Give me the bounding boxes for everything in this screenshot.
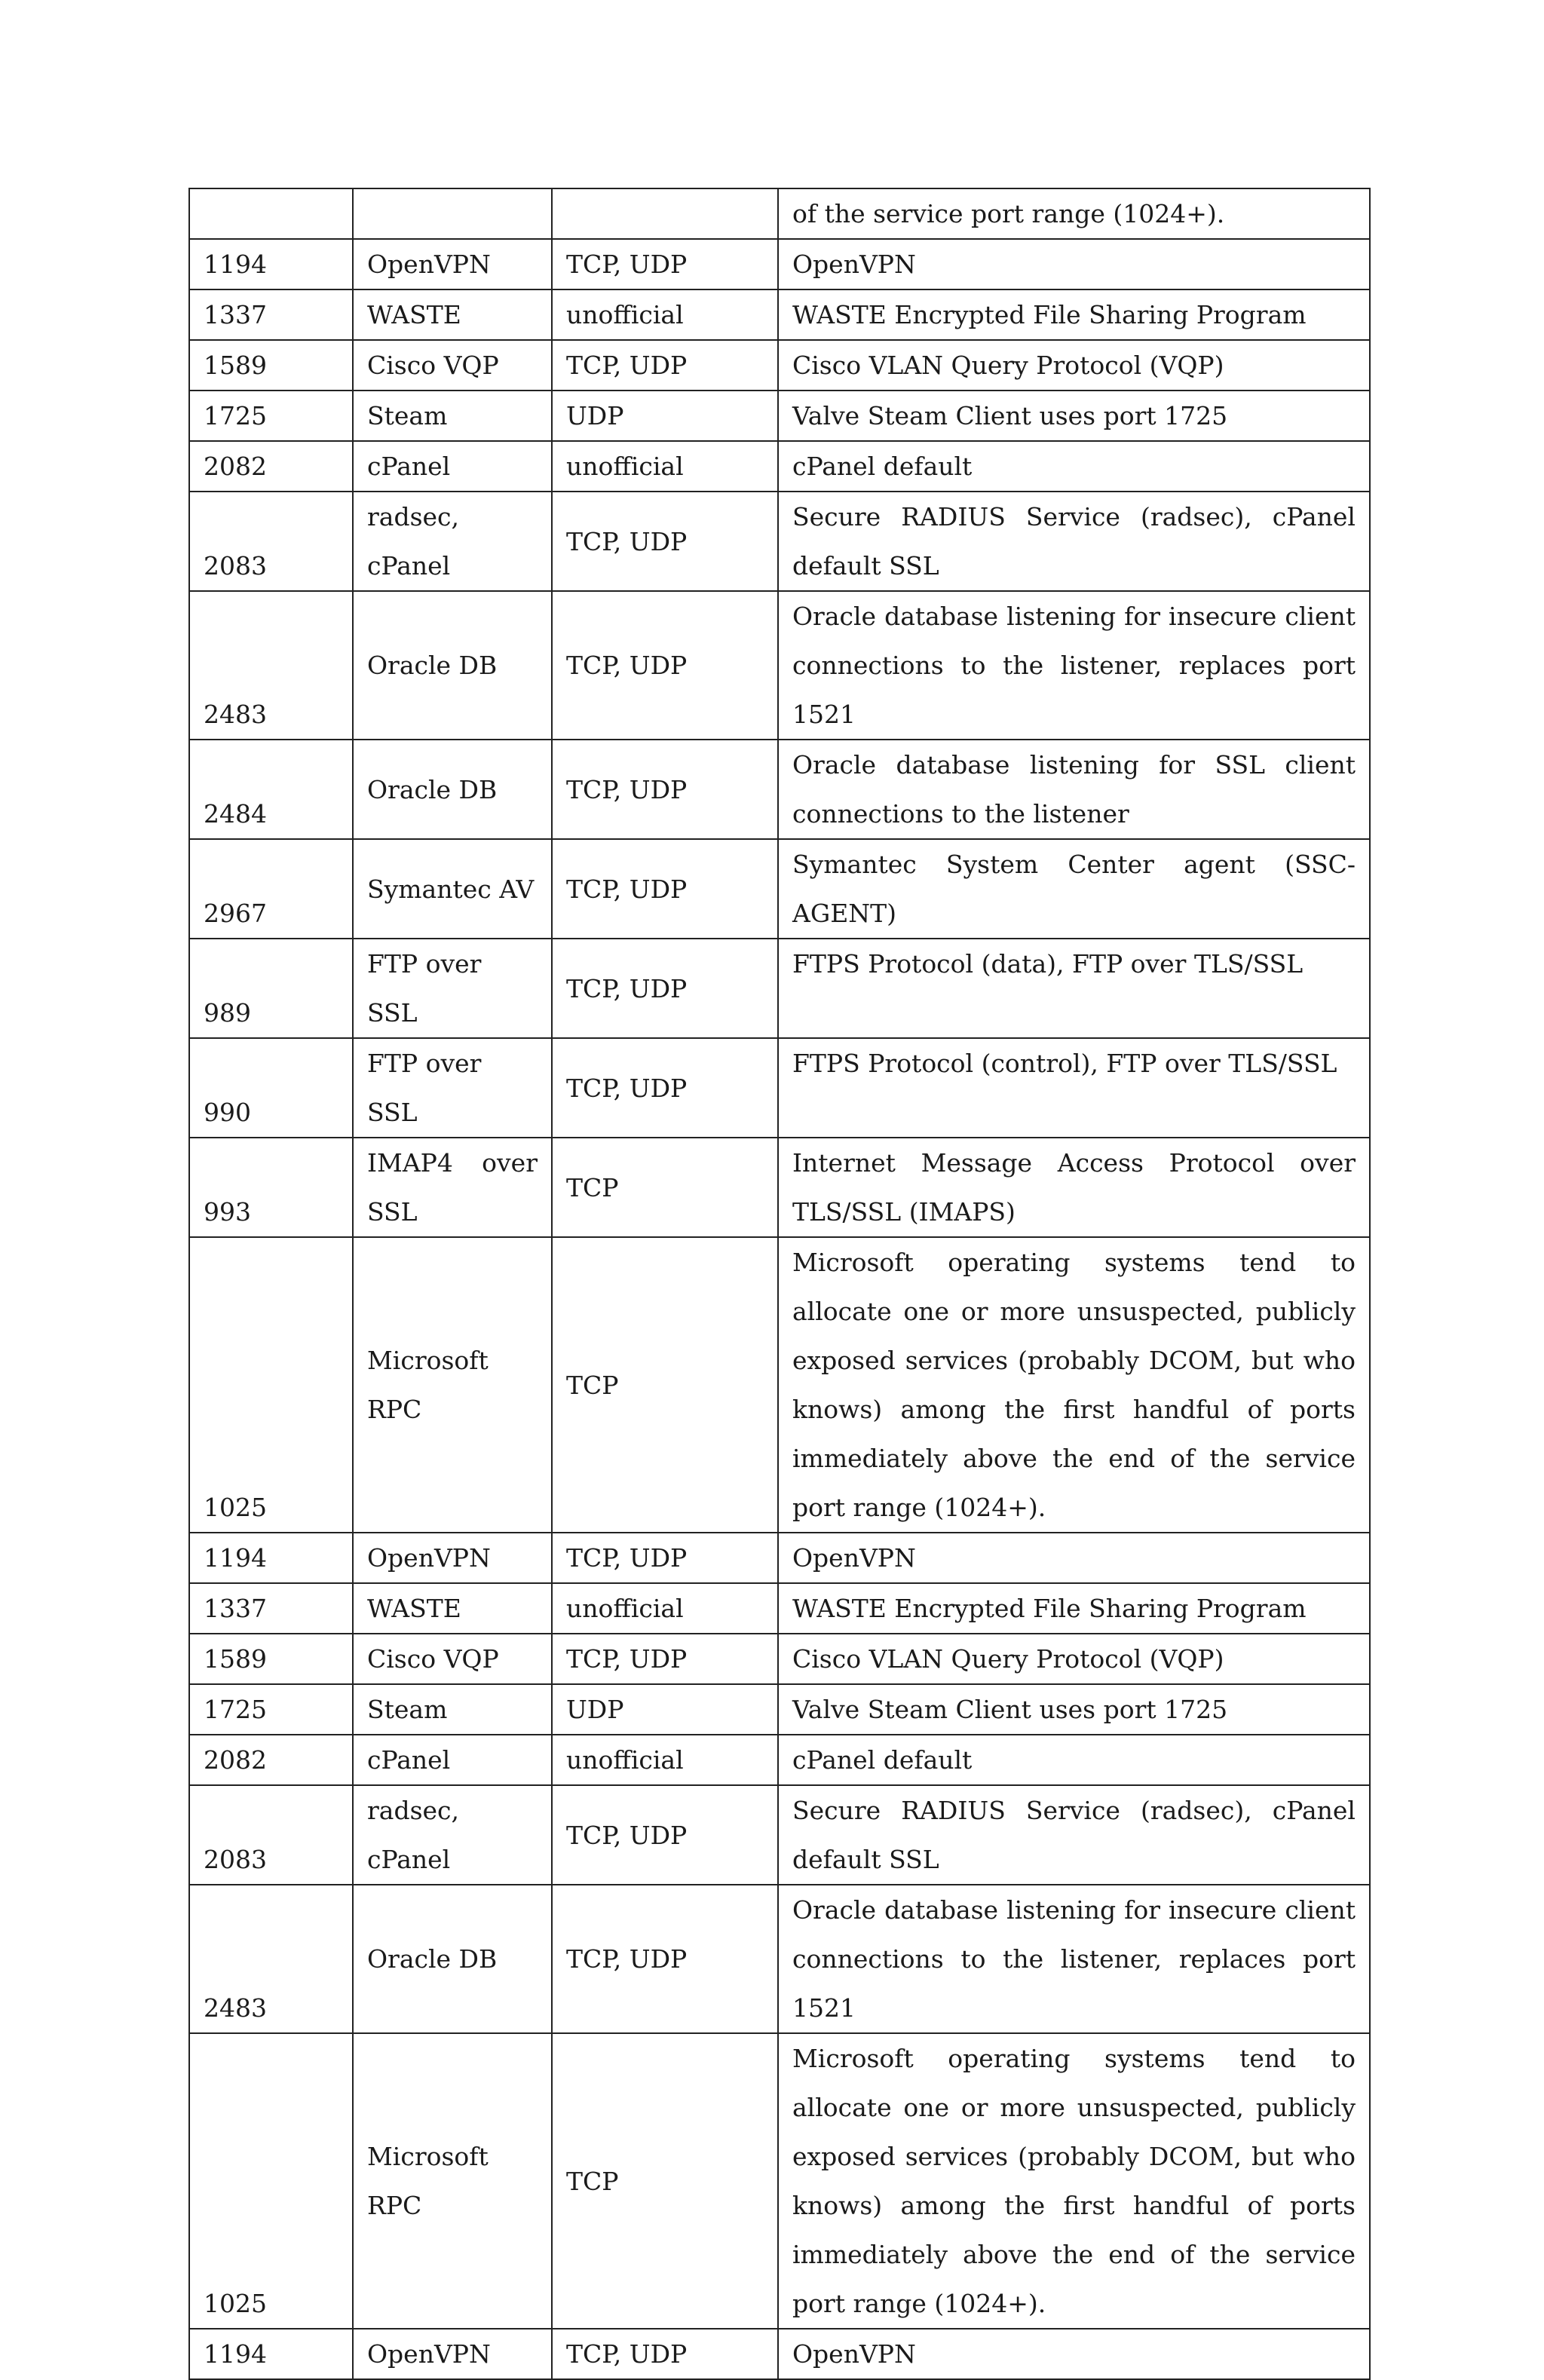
description-cell-text: Cisco VLAN Query Protocol (VQP) [792,351,1224,380]
table-row [189,1237,1370,1533]
port-cell-text: 2483 [204,1993,267,2023]
protocol-cell [552,1634,778,1684]
protocol-cell [552,1583,778,1634]
description-cell-text: Oracle database listening for insecure client connections to the listener, replaces port 1521 [792,1895,1356,2023]
protocol-cell [552,1038,778,1138]
service-cell-text: WASTE [367,1594,461,1623]
description-cell-text: WASTE Encrypted File Sharing Program [792,300,1307,329]
description-cell [778,289,1370,340]
protocol-cell-text: TCP [566,2166,619,2196]
protocol-cell-text: UDP [566,401,624,430]
service-cell-text: Symantec AV [367,874,535,904]
protocol-cell-text: TCP [566,1172,619,1202]
table-row [189,340,1370,391]
table-row [189,1138,1370,1237]
description-cell [778,591,1370,740]
service-cell-text: OpenVPN [367,2339,491,2369]
description-cell-text: Oracle database listening for insecure client connections to the listener, replaces port 1521 [792,602,1356,729]
port-cell [189,188,353,239]
port-cell-text: 1194 [204,250,267,279]
protocol-cell [552,1785,778,1885]
service-cell [353,289,552,340]
service-cell-text: Microsoft RPC [367,2142,489,2220]
protocol-cell [552,1237,778,1533]
protocol-cell-text: TCP, UDP [566,1073,688,1103]
protocol-cell [552,839,778,939]
protocol-cell [552,1138,778,1237]
port-cell [189,839,353,939]
service-cell [353,1533,552,1583]
service-cell [353,591,552,740]
service-cell-text: Steam [367,1695,448,1724]
protocol-cell-text: TCP, UDP [566,526,688,556]
port-cell-text: 993 [204,1197,251,1227]
service-cell-text: FTP over SSL [367,1049,482,1127]
port-cell-text: 1337 [204,1594,267,1623]
protocol-cell [552,1533,778,1583]
protocol-cell-text: TCP, UDP [566,973,688,1003]
description-cell [778,1138,1370,1237]
service-cell-text: Oracle DB [367,1944,498,1974]
table-row [189,441,1370,492]
description-cell-text: FTPS Protocol (control), FTP over TLS/SSL [792,1049,1337,1078]
port-cell [189,391,353,441]
port-cell [189,740,353,839]
description-cell-text: Secure RADIUS Service (radsec), cPanel default SSL [792,1796,1356,1874]
port-cell [189,340,353,391]
protocol-cell-text: unofficial [566,1745,684,1775]
service-cell-text: Oracle DB [367,774,498,804]
service-cell [353,939,552,1038]
table-row [189,188,1370,239]
description-cell [778,1038,1370,1138]
service-cell [353,391,552,441]
service-cell-text: Microsoft RPC [367,1346,489,1424]
protocol-cell [552,340,778,391]
protocol-cell [552,1735,778,1785]
description-cell-text: cPanel default [792,1745,973,1775]
table-row [189,1885,1370,2033]
description-cell [778,391,1370,441]
port-cell [189,492,353,591]
table-row [189,839,1370,939]
protocol-cell-text: TCP [566,1370,619,1400]
table-row [189,939,1370,1038]
table-row [189,1684,1370,1735]
description-cell [778,188,1370,239]
service-cell [353,839,552,939]
description-cell [778,939,1370,1038]
service-cell [353,188,552,239]
port-cell-text: 2484 [204,799,267,829]
port-table [188,188,1371,2380]
service-cell [353,1634,552,1684]
service-cell-text: FTP over SSL [367,949,482,1028]
description-cell [778,492,1370,591]
service-cell-text: cPanel [367,1745,451,1775]
description-cell [778,1735,1370,1785]
port-cell [189,289,353,340]
service-cell-text: Steam [367,401,448,430]
description-cell-text: of the service port range (1024+). [792,199,1225,228]
protocol-cell-text: unofficial [566,300,684,329]
protocol-cell [552,591,778,740]
description-cell-text: Oracle database listening for SSL client connections to the listener [792,750,1356,829]
service-cell [353,1583,552,1634]
protocol-cell [552,188,778,239]
table-row [189,1583,1370,1634]
table-row [189,740,1370,839]
description-cell-text: OpenVPN [792,2339,916,2369]
service-cell [353,239,552,289]
service-cell-text: radsec, cPanel [367,1796,460,1874]
service-cell [353,1684,552,1735]
description-cell [778,340,1370,391]
protocol-cell-text: TCP, UDP [566,351,688,380]
protocol-cell-text: TCP, UDP [566,1820,688,1850]
service-cell [353,340,552,391]
description-cell [778,2033,1370,2329]
protocol-cell-text: TCP, UDP [566,651,688,680]
protocol-cell-text: TCP, UDP [566,1644,688,1674]
port-cell-text: 2967 [204,899,267,928]
description-cell-text: OpenVPN [792,250,916,279]
port-cell-text: 1337 [204,300,267,329]
port-cell-text: 1589 [204,1644,267,1674]
port-cell-text: 1725 [204,401,267,430]
description-cell-text: Cisco VLAN Query Protocol (VQP) [792,1644,1224,1674]
port-cell-text: 2083 [204,1845,267,1874]
service-cell-text: Cisco VQP [367,1644,499,1674]
table-row [189,1533,1370,1583]
service-cell [353,1735,552,1785]
description-cell [778,839,1370,939]
port-cell-text: 2083 [204,551,267,580]
table-row [189,391,1370,441]
description-cell-text: Secure RADIUS Service (radsec), cPanel default SSL [792,502,1356,580]
description-cell-text: Microsoft operating systems tend to allocate one or more unsuspected, publicly exposed services (probably DCOM, but who knows) among the first handful of ports immediately above the end of the service port range (1024+). [792,1248,1356,1522]
port-cell [189,239,353,289]
protocol-cell-text: TCP, UDP [566,1543,688,1573]
protocol-cell-text: TCP, UDP [566,2339,688,2369]
service-cell [353,492,552,591]
protocol-cell [552,239,778,289]
service-cell [353,1237,552,1533]
port-cell-text: 989 [204,998,251,1028]
table-row [189,1785,1370,1885]
port-cell [189,2033,353,2329]
port-cell-text: 1194 [204,2339,267,2369]
protocol-cell [552,289,778,340]
protocol-cell-text: TCP, UDP [566,250,688,279]
table-row [189,1634,1370,1684]
service-cell-text: cPanel [367,452,451,481]
table-row [189,492,1370,591]
port-cell [189,1237,353,1533]
port-cell [189,1735,353,1785]
service-cell-text: Oracle DB [367,651,498,680]
service-cell-text: radsec, cPanel [367,502,460,580]
service-cell [353,1138,552,1237]
protocol-cell-text: TCP, UDP [566,874,688,904]
description-cell-text: Valve Steam Client uses port 1725 [792,401,1228,430]
protocol-cell-text: unofficial [566,452,684,481]
protocol-cell [552,740,778,839]
protocol-cell [552,391,778,441]
description-cell [778,1785,1370,1885]
service-cell [353,441,552,492]
port-cell [189,2329,353,2379]
port-cell [189,1634,353,1684]
protocol-cell [552,2033,778,2329]
port-cell [189,1785,353,1885]
port-cell-text: 1025 [204,1493,267,1522]
description-cell-text: OpenVPN [792,1543,916,1573]
description-cell-text: Valve Steam Client uses port 1725 [792,1695,1228,1724]
port-cell-text: 2082 [204,452,267,481]
description-cell [778,2329,1370,2379]
protocol-cell [552,2329,778,2379]
description-cell [778,1634,1370,1684]
table-row [189,591,1370,740]
port-cell [189,1533,353,1583]
port-cell-text: 2483 [204,700,267,729]
service-cell-text: WASTE [367,300,461,329]
service-cell [353,1885,552,2033]
port-cell-text: 1194 [204,1543,267,1573]
protocol-cell-text: unofficial [566,1594,684,1623]
description-cell [778,239,1370,289]
protocol-cell-text: TCP, UDP [566,1944,688,1974]
port-cell-text: 1725 [204,1695,267,1724]
port-cell-text: 990 [204,1098,251,1127]
port-cell [189,441,353,492]
table-row [189,1735,1370,1785]
protocol-cell [552,939,778,1038]
port-cell [189,1885,353,2033]
description-cell-text: Symantec System Center agent (SSC-AGENT) [792,850,1356,928]
description-cell-text: Internet Message Access Protocol over TLS/SSL (IMAPS) [792,1148,1356,1227]
service-cell [353,2329,552,2379]
table-row [189,2329,1370,2379]
protocol-cell [552,492,778,591]
protocol-cell-text: TCP, UDP [566,774,688,804]
description-cell [778,1583,1370,1634]
port-cell [189,939,353,1038]
service-cell [353,1038,552,1138]
service-cell-text: OpenVPN [367,1543,491,1573]
description-cell [778,1237,1370,1533]
service-cell-text: OpenVPN [367,250,491,279]
description-cell-text: WASTE Encrypted File Sharing Program [792,1594,1307,1623]
protocol-cell [552,1684,778,1735]
description-cell [778,1533,1370,1583]
service-cell [353,1785,552,1885]
protocol-cell [552,1885,778,2033]
description-cell [778,1885,1370,2033]
protocol-cell [552,441,778,492]
service-cell [353,740,552,839]
description-cell-text: Microsoft operating systems tend to allocate one or more unsuspected, publicly exposed services (probably DCOM, but who knows) among the first handful of ports immediately above the end of the service port range (1024+). [792,2044,1356,2318]
port-cell [189,1583,353,1634]
port-cell [189,591,353,740]
table-row [189,2033,1370,2329]
service-cell [353,2033,552,2329]
port-cell [189,1138,353,1237]
port-table-body [189,188,1370,2379]
port-cell [189,1038,353,1138]
port-cell [189,1684,353,1735]
description-cell [778,441,1370,492]
description-cell-text: FTPS Protocol (data), FTP over TLS/SSL [792,949,1304,979]
port-cell-text: 1025 [204,2289,267,2318]
protocol-cell-text: UDP [566,1695,624,1724]
port-cell-text: 1589 [204,351,267,380]
description-cell [778,1684,1370,1735]
service-cell-text: IMAP4 over SSL [367,1148,538,1227]
table-row [189,289,1370,340]
description-cell-text: cPanel default [792,452,973,481]
table-row [189,1038,1370,1138]
port-cell-text: 2082 [204,1745,267,1775]
service-cell-text: Cisco VQP [367,351,499,380]
table-row [189,239,1370,289]
description-cell [778,740,1370,839]
